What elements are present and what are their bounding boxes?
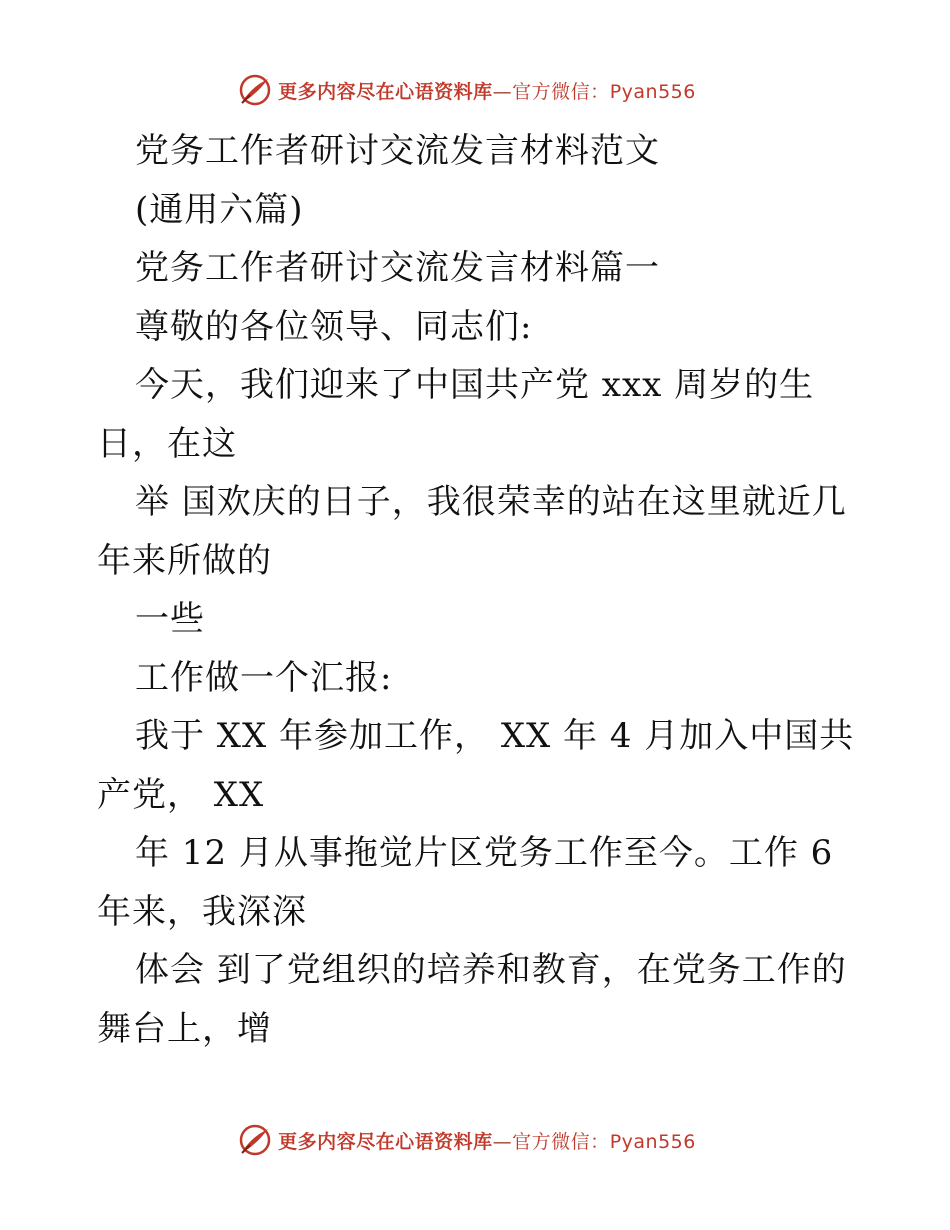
watermark-content (238, 73, 696, 107)
watermark-text (278, 1127, 696, 1154)
document-line: 党务工作者研讨交流发言材料篇一 (135, 248, 660, 288)
document-line: 体会 到了党组织的培养和教育，在党务工作的 (135, 950, 847, 990)
document-line: 工作做一个汇报: (135, 657, 393, 698)
document-line: 党务工作者研讨交流发言材料范文 (135, 131, 660, 171)
document-line: 日，在这 (97, 423, 237, 464)
quill-pen-icon (238, 1123, 272, 1157)
document-line: 今天，我们迎来了中国共产党 xxx 周岁的生 (135, 365, 815, 405)
watermark-text (278, 77, 696, 104)
document-body (97, 122, 857, 1058)
quill-pen-icon (238, 73, 272, 107)
watermark-handle: Pyan556 (609, 80, 696, 103)
watermark-brand: 更多内容尽在心语资料库 (278, 1130, 493, 1153)
document-line: 年来，我深深 (97, 891, 307, 932)
document-line: 我于 XX 年参加工作， XX 年 4 月加入中国共 (135, 716, 855, 756)
document-line: 产党， XX (97, 774, 265, 815)
document-line: 年来所做的 (97, 540, 272, 581)
watermark-separator: — (492, 1130, 513, 1153)
watermark-contact-label: 官方微信： (512, 1130, 610, 1153)
document-line: 尊敬的各位领导、同志们: (135, 306, 533, 347)
watermark-contact-label: 官方微信： (512, 80, 610, 103)
watermark-separator: — (492, 80, 513, 103)
watermark-handle: Pyan556 (609, 1130, 696, 1153)
document-line: (通用六篇) (135, 189, 304, 230)
watermark-footer (0, 1120, 950, 1160)
document-line: 一些 (135, 599, 205, 639)
watermark-brand: 更多内容尽在心语资料库 (278, 80, 493, 103)
document-line: 舞台上，增 (97, 1008, 272, 1049)
watermark-header (0, 70, 950, 110)
document-line: 举 国欢庆的日子，我很荣幸的站在这里就近几 (135, 482, 847, 522)
document-line: 年 12 月从事拖觉片区党务工作至今。工作 6 (135, 833, 834, 873)
watermark-content (238, 1123, 696, 1157)
